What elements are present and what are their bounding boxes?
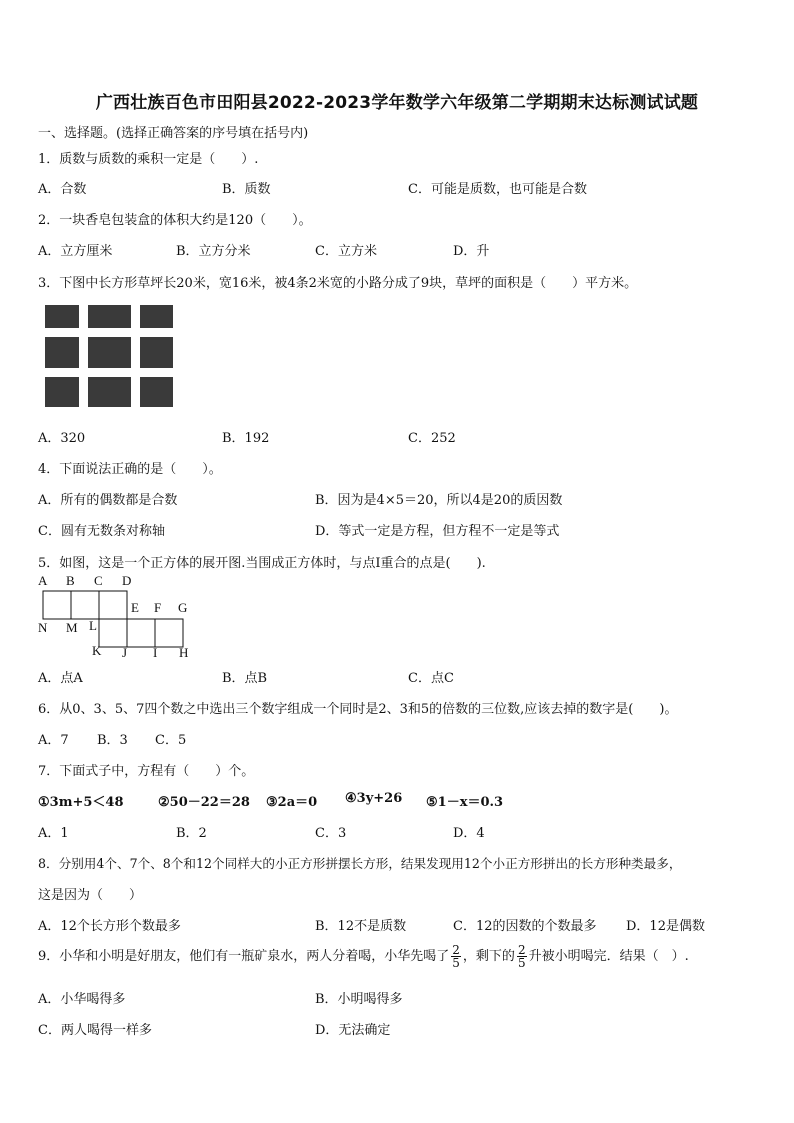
net-label-e: E [131,600,139,615]
lawn-area [45,305,173,407]
question-1: 1．质数与质数的乘积一定是（ ）. [38,152,259,167]
q7-expression-1: ①3m+5＜48 [38,795,124,810]
question-2: 2．一块香皂包装盒的体积大约是120（ ）。 [38,213,312,228]
q5-option-a: A．点A [38,671,83,686]
cube-net-diagram [36,573,216,661]
lawn-diagram [45,305,173,407]
question-7: 7．下面式子中，方程有（ ）个。 [38,764,255,779]
q9-fraction-1 [451,944,461,969]
vertical-path-2 [131,305,140,407]
q9-fraction-2-numerator: 2 [517,943,526,957]
net-label-n: N [38,620,48,635]
q8-option-a: A．12个长方形个数最多 [38,919,181,934]
q7-option-c: C．3 [315,826,347,841]
net-label-a: A [38,573,48,588]
net-label-h: H [179,645,189,660]
page-title: 广西壮族百色市田阳县2022-2023学年数学六年级第二学期期末达标测试试题 [95,93,699,113]
q3-option-c: C．252 [408,431,456,446]
question-4: 4．下面说法正确的是（ ）。 [38,462,222,477]
question-5: 5．如图，这是一个正方体的展开图.当围成正方体时，与点I重合的点是( ). [38,556,486,571]
q8-option-c: C．12的因数的个数最多 [453,919,597,934]
question-3: 3．下图中长方形草坪长20米，宽16米，被4条2米宽的小路分成了9块，草坪的面积是（ ）平方米。 [38,276,638,291]
q7-expression-4: ④3y+26 [345,791,403,806]
net-label-c: C [94,573,103,588]
q5-option-c: C．点C [408,671,454,686]
q9-text-middle: ，剩下的 [462,949,515,964]
q9-option-a: A．小华喝得多 [38,992,126,1007]
q4-option-a: A．所有的偶数都是合数 [38,493,178,508]
q1-option-a: A．合数 [38,182,87,197]
q8-option-b: B．12不是质数 [315,919,407,934]
q8-option-d: D．12是偶数 [626,919,705,934]
q9-option-b: B．小明喝得多 [315,992,403,1007]
net-label-d: D [122,573,132,588]
net-label-g: G [178,600,188,615]
q2-option-b: B．立方分米 [176,244,251,259]
vertical-path-1 [79,305,88,407]
net-label-i: I [153,645,158,660]
q9-option-d: D．无法确定 [315,1023,391,1038]
question-6: 6．从0、3、5、7四个数之中选出三个数字组成一个同时是2、3和5的倍数的三位数,应该去掉的数字是( )。 [38,702,678,717]
q9-fraction-1-denominator: 5 [452,956,460,970]
q7-option-a: A．1 [38,826,69,841]
q4-option-c: C．圆有无数条对称轴 [38,524,165,539]
net-label-k: K [92,643,102,658]
q5-option-b: B．点B [222,671,268,686]
question-8-line-2: 这是因为（ ） [38,888,143,903]
net-label-b: B [66,573,75,588]
q6-option-a: A．7 [38,733,69,748]
q6-option-c: C．5 [155,733,187,748]
net-label-m: M [66,620,78,635]
q4-option-b: B．因为是4×5＝20，所以4是20的质因数 [315,493,563,508]
q7-expression-5: ⑤1－x＝0.3 [426,795,504,810]
q9-fraction-1-numerator: 2 [452,943,460,957]
q2-option-d: D．升 [453,244,490,259]
q7-expression-3: ③2a＝0 [266,795,318,810]
net-label-j: J [122,645,128,660]
horizontal-path-2 [45,368,173,377]
q9-fraction-2-denominator: 5 [517,956,526,970]
q9-text-start: 9．小华和小明是好朋友，他们有一瓶矿泉水，两人分着喝，小华先喝了 [38,949,450,964]
q7-expression-2: ②50－22＝28 [158,795,250,810]
q1-option-c: C．可能是质数，也可能是合数 [408,182,587,197]
q3-option-a: A．320 [38,431,86,446]
q3-option-b: B．192 [222,431,270,446]
question-8-line-1: 8．分别用4个、7个、8个和12个同样大的小正方形拼摆长方形，结果发现用12个小正方形拼出的长方形种类最多， [38,856,682,871]
question-9 [38,942,689,972]
net-label-l: L [89,618,97,633]
q6-option-b: B．3 [97,733,128,748]
q2-option-a: A．立方厘米 [38,244,113,259]
net-label-f: F [154,600,162,615]
q2-option-c: C．立方米 [315,244,377,259]
q7-option-b: B．2 [176,826,207,841]
q4-option-d: D．等式一定是方程，但方程不一定是等式 [315,524,560,539]
horizontal-path-1 [45,328,173,337]
q9-fraction-2 [517,944,527,969]
q1-option-b: B．质数 [222,182,271,197]
q9-text-end: 升被小明喝完．结果（ ）. [528,949,689,964]
q9-option-c: C．两人喝得一样多 [38,1023,152,1038]
section-heading: 一、选择题。(选择正确答案的序号填在括号内) [38,126,309,141]
q7-option-d: D．4 [453,826,485,841]
